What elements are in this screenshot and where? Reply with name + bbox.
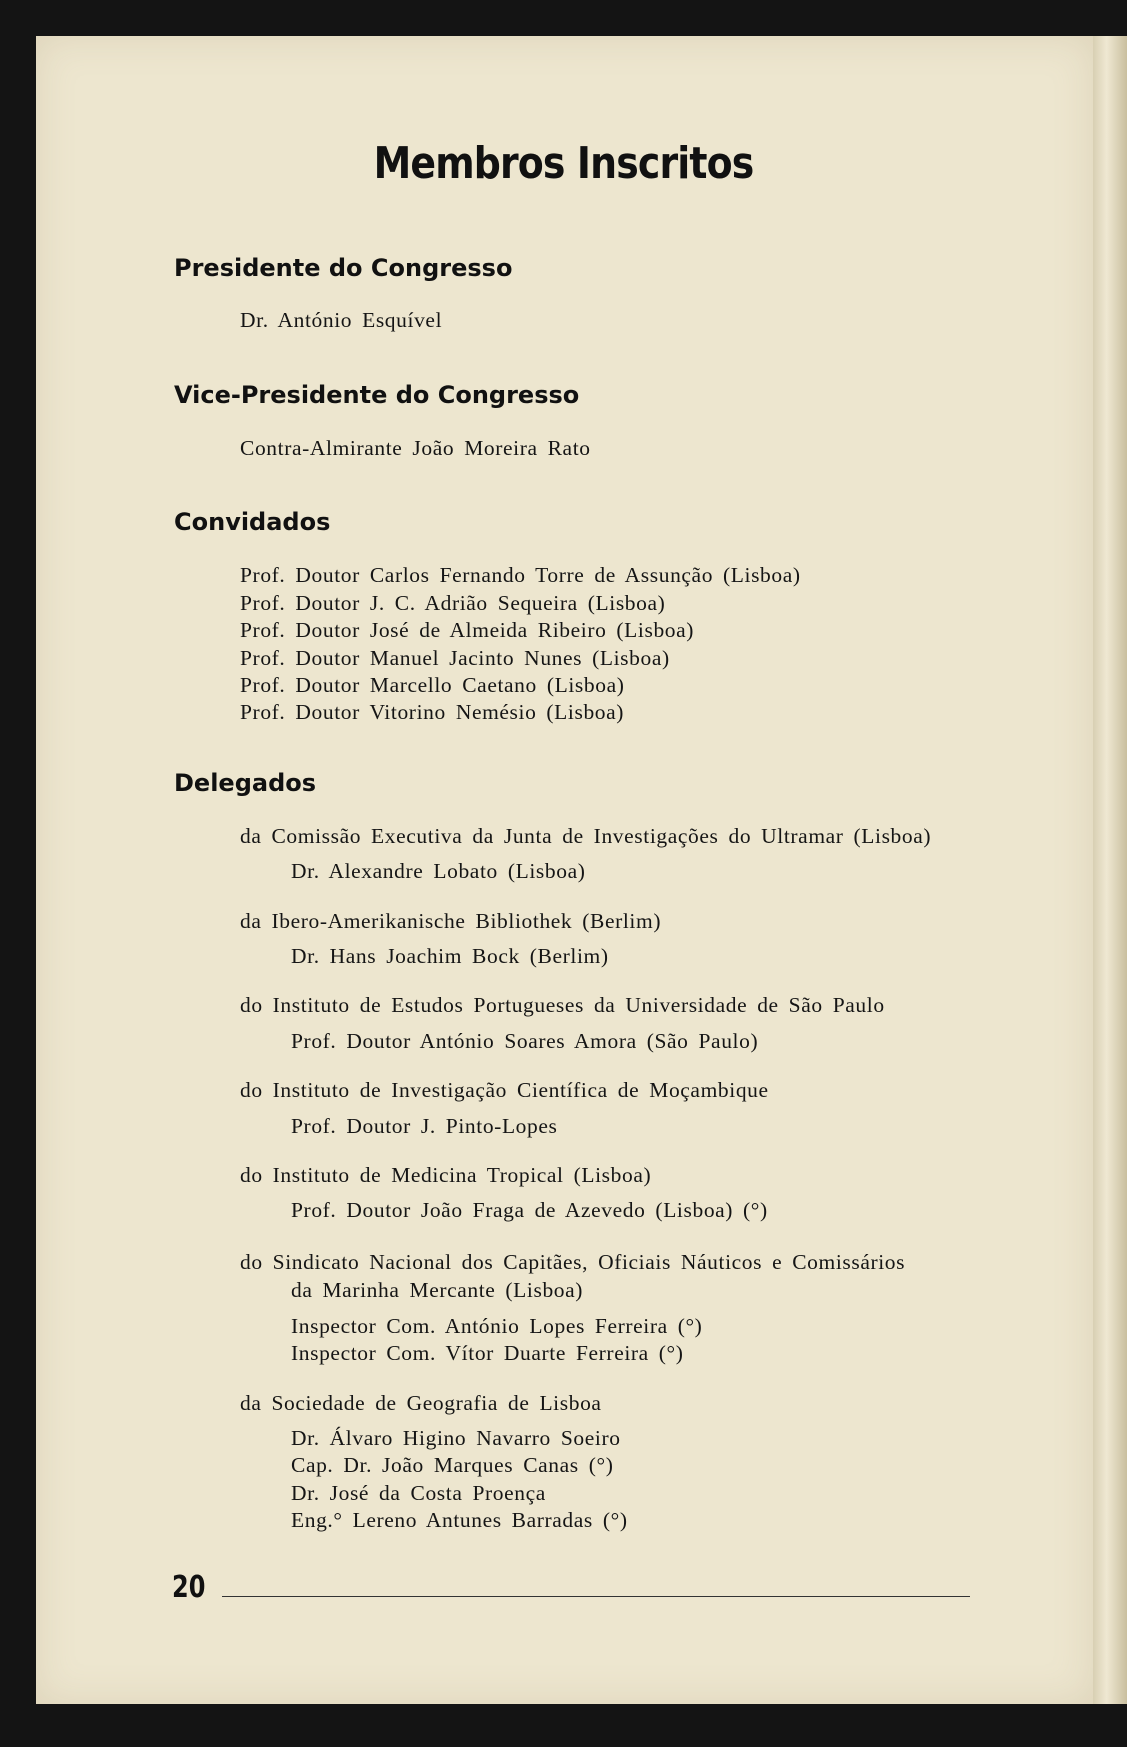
delegate-member: Prof. Doutor António Soares Amora (São Paulo) (291, 1029, 759, 1053)
delegate-org: do Sindicato Nacional dos Capitães, Oficiais Náuticos e Comissários (240, 1250, 906, 1274)
delegate-org: da Ibero-Amerikanische Bibliothek (Berlim) (240, 909, 662, 933)
page-title: Membros Inscritos (373, 138, 754, 189)
delegate-org: do Instituto de Medicina Tropical (Lisboa) (240, 1163, 652, 1187)
guest-item: Prof. Doutor Vitorino Nemésio (Lisboa) (240, 700, 625, 724)
delegate-org: do Instituto de Estudos Portugueses da Universidade de São Paulo (240, 993, 885, 1017)
delegate-member: Dr. José da Costa Proença (291, 1481, 546, 1505)
guest-item: Prof. Doutor J. C. Adrião Sequeira (Lisboa) (240, 591, 666, 615)
vice-president-heading: Vice-Presidente do Congresso (174, 381, 580, 409)
guests-heading: Convidados (174, 508, 331, 536)
delegate-member: Cap. Dr. João Marques Canas (°) (291, 1453, 614, 1477)
guest-item: Prof. Doutor Carlos Fernando Torre de Assunção (Lisboa) (240, 563, 801, 587)
delegate-member: Dr. Hans Joachim Bock (Berlim) (291, 944, 609, 968)
delegates-heading: Delegados (174, 769, 317, 797)
delegate-member: Inspector Com. António Lopes Ferreira (°) (291, 1314, 703, 1338)
page-number: 20 (172, 1570, 206, 1605)
delegate-org: do Instituto de Investigação Científica de Moçambique (240, 1078, 769, 1102)
footer-rule (222, 1596, 970, 1597)
page-spine (1093, 36, 1127, 1704)
president-heading: Presidente do Congresso (174, 254, 513, 282)
delegate-org: da Sociedade de Geografia de Lisboa (240, 1391, 602, 1415)
vice-president-name: Contra-Almirante João Moreira Rato (240, 436, 591, 460)
guest-item: Prof. Doutor José de Almeida Ribeiro (Lisboa) (240, 618, 695, 642)
delegate-org: da Comissão Executiva da Junta de Investigações do Ultramar (Lisboa) (240, 824, 932, 848)
delegate-member: Dr. Alexandre Lobato (Lisboa) (291, 859, 586, 883)
delegate-member: Prof. Doutor J. Pinto-Lopes (291, 1114, 558, 1138)
delegate-org-continued: da Marinha Mercante (Lisboa) (291, 1278, 584, 1302)
guest-item: Prof. Doutor Marcello Caetano (Lisboa) (240, 673, 625, 697)
delegate-member: Inspector Com. Vítor Duarte Ferreira (°) (291, 1341, 684, 1365)
delegate-member: Eng.° Lereno Antunes Barradas (°) (291, 1508, 628, 1532)
president-name: Dr. António Esquível (240, 308, 443, 332)
delegate-member: Dr. Álvaro Higino Navarro Soeiro (291, 1426, 621, 1450)
guest-item: Prof. Doutor Manuel Jacinto Nunes (Lisboa) (240, 646, 670, 670)
delegate-member: Prof. Doutor João Fraga de Azevedo (Lisboa) (°) (291, 1198, 768, 1222)
